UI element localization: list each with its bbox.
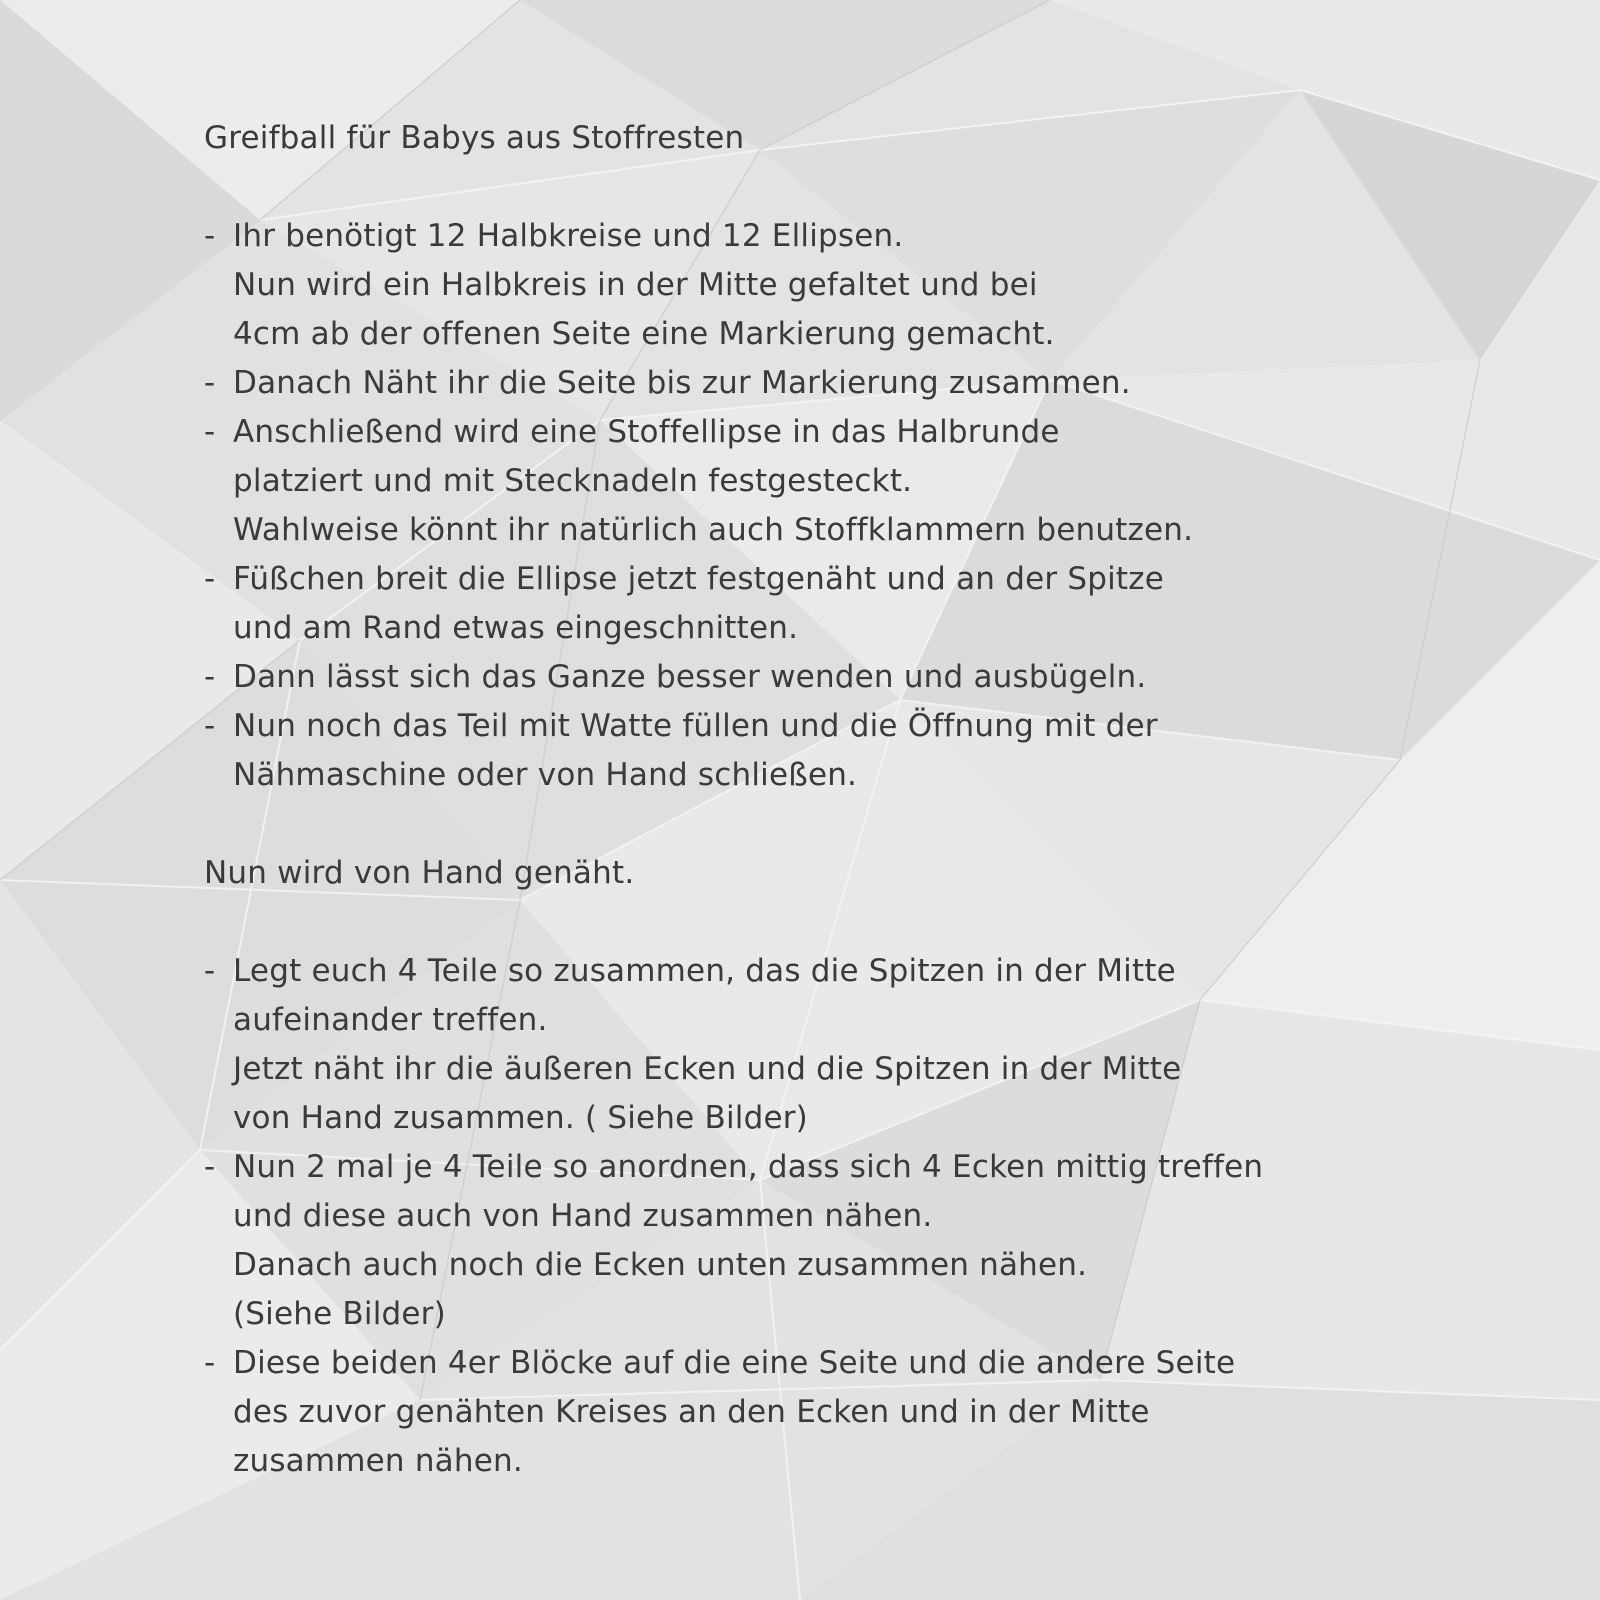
list-item (204, 408, 1544, 555)
step-list-hand-sewing (204, 947, 1544, 1486)
step-line: Anschließend wird eine Stoffellipse in das Halbrunde (233, 414, 1060, 450)
step-line: Nähmaschine oder von Hand schließen. (233, 757, 858, 793)
step-line: Danach auch noch die Ecken unten zusammen nähen. (233, 1247, 1088, 1283)
list-item (204, 947, 1544, 1143)
step-list-preparation (204, 212, 1544, 800)
section-heading: Nun wird von Hand genäht. (204, 855, 635, 891)
step-line: aufeinander treffen. (233, 1002, 548, 1038)
step-line: Nun 2 mal je 4 Teile so anordnen, dass sich 4 Ecken mittig treffen (233, 1149, 1264, 1185)
list-dash: - (204, 1345, 216, 1381)
step-line: Füßchen breit die Ellipse jetzt festgenäht und an der Spitze (233, 561, 1165, 597)
document-title: Greifball für Babys aus Stoffresten (204, 120, 745, 156)
step-line: Jetzt näht ihr die äußeren Ecken und die Spitzen in der Mitte (233, 1051, 1182, 1087)
list-dash: - (204, 561, 216, 597)
step-line: von Hand zusammen. ( Siehe Bilder) (233, 1100, 808, 1136)
step-line: platziert und mit Stecknadeln festgesteckt. (233, 463, 913, 499)
list-dash: - (204, 953, 216, 989)
list-dash: - (204, 218, 216, 254)
list-item (204, 702, 1544, 800)
spacer (204, 800, 1544, 849)
instructions-document (204, 114, 1544, 1486)
step-line: und diese auch von Hand zusammen nähen. (233, 1198, 933, 1234)
step-line: Nun wird ein Halbkreis in der Mitte gefaltet und bei (233, 267, 1038, 303)
step-line: Danach Näht ihr die Seite bis zur Markierung zusammen. (233, 365, 1131, 401)
list-item (204, 1143, 1544, 1339)
list-item (204, 555, 1544, 653)
step-line: und am Rand etwas eingeschnitten. (233, 610, 799, 646)
step-line: Dann lässt sich das Ganze besser wenden und ausbügeln. (233, 659, 1147, 695)
list-item (204, 653, 1544, 702)
list-item (204, 1339, 1544, 1486)
step-line: zusammen nähen. (233, 1443, 523, 1479)
step-line: (Siehe Bilder) (233, 1296, 446, 1332)
list-dash: - (204, 365, 216, 401)
step-line: Wahlweise könnt ihr natürlich auch Stoffklammern benutzen. (233, 512, 1194, 548)
step-line: Nun noch das Teil mit Watte füllen und die Öffnung mit der (233, 708, 1158, 744)
step-line: des zuvor genähten Kreises an den Ecken und in der Mitte (233, 1394, 1150, 1430)
list-dash: - (204, 708, 216, 744)
step-line: 4cm ab der offenen Seite eine Markierung gemacht. (233, 316, 1055, 352)
list-dash: - (204, 414, 216, 450)
step-line: Legt euch 4 Teile so zusammen, das die Spitzen in der Mitte (233, 953, 1176, 989)
list-dash: - (204, 659, 216, 695)
list-dash: - (204, 1149, 216, 1185)
list-item (204, 359, 1544, 408)
spacer (204, 898, 1544, 947)
spacer (204, 163, 1544, 212)
step-line: Diese beiden 4er Blöcke auf die eine Seite und die andere Seite (233, 1345, 1236, 1381)
step-line: Ihr benötigt 12 Halbkreise und 12 Ellipsen. (233, 218, 904, 254)
list-item (204, 212, 1544, 359)
